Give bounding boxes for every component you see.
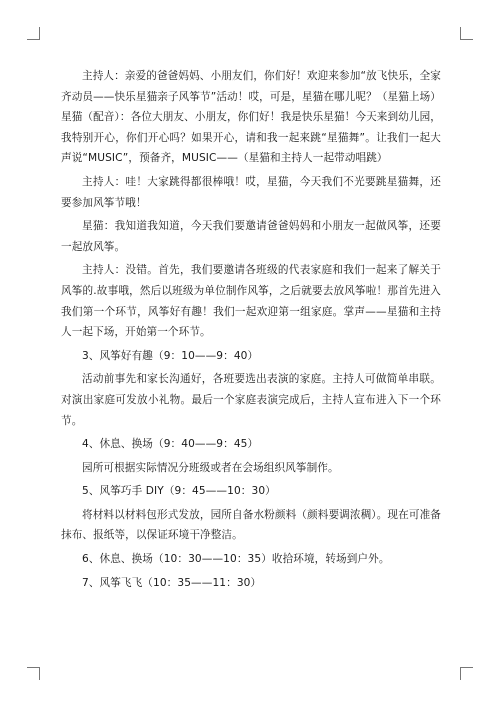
- paragraph-host-first-segment: 主持人：没错。首先，我们要邀请各班级的代表家庭和我们一起来了解关于风筝的.故事哦，然后以班级为单位制作风筝，之后就要去放风筝啦！那首先进入我们第一个环节，风筝好有趣！我们一起欢迎第一组家庭。掌声——星猫和主持人一起下场，开始第一个环节。: [61, 264, 441, 339]
- paragraph-xingmao-reply: 星猫：我知道我知道，今天我们要邀请爸爸妈妈和小朋友一起做风筝，还要一起放风筝。: [61, 220, 441, 253]
- section-heading-7: 7、风筝飞飞（10：35——11：30）: [82, 576, 262, 589]
- section-heading-3: 3、风筝好有趣（9：10——9：40）: [82, 349, 259, 362]
- section-heading-6: 6、休息、换场（10：30——10：35）收拾环境，转场到户外。: [82, 553, 390, 566]
- section-heading-4: 4、休息、换场（9：40——9：45）: [82, 438, 259, 451]
- crop-mark-bottom-left: [27, 667, 40, 680]
- paragraph-host-kite-festival: 主持人：哇！大家跳得都很棒哦！哎，星猫，今天我们不光要跳星猫舞，还要参加风筝节哦！: [61, 175, 441, 209]
- paragraph-section-4-body: 园所可根据实际情况分班级或者在会场组织风筝制作。: [82, 461, 339, 474]
- crop-mark-bottom-right: [460, 667, 473, 680]
- section-heading-5: 5、风筝巧手 DIY（9：45——10：30）: [82, 485, 276, 498]
- paragraph-section-5-body: 将材料以材料包形式发放，园所自备水粉颜料（颜料要调浓稠）。现在可准备抹布、报纸等，以保证环境干净整洁。: [61, 508, 441, 542]
- paragraph-host-welcome: 主持人：亲爱的爸爸妈妈、小朋友们，你们好！欢迎来参加“放飞快乐，全家齐动员——快乐星猫亲子风筝节”活动！哎，可是，星猫在哪儿呢？（星猫上场）星猫（配音）：各位大朋友、小朋友，你们好！我是快乐星猫！今天来到幼儿园，我特别开心，你们开心吗？如果开心，请和我一起来跳“星猫舞”。让我们一起大声说“MUSIC”，预备齐，MUSIC——（星猫和主持人一起带动唱跳）: [61, 70, 441, 165]
- paragraph-section-3-body: 活动前事先和家长沟通好，各班要选出表演的家庭。主持人可做简单串联。对演出家庭可发放小礼物。最后一个家庭表演完成后，主持人宣布进入下一个环节。: [61, 373, 441, 427]
- document-body: [61, 66, 441, 596]
- crop-mark-top-right: [460, 27, 473, 40]
- crop-mark-top-left: [27, 27, 40, 40]
